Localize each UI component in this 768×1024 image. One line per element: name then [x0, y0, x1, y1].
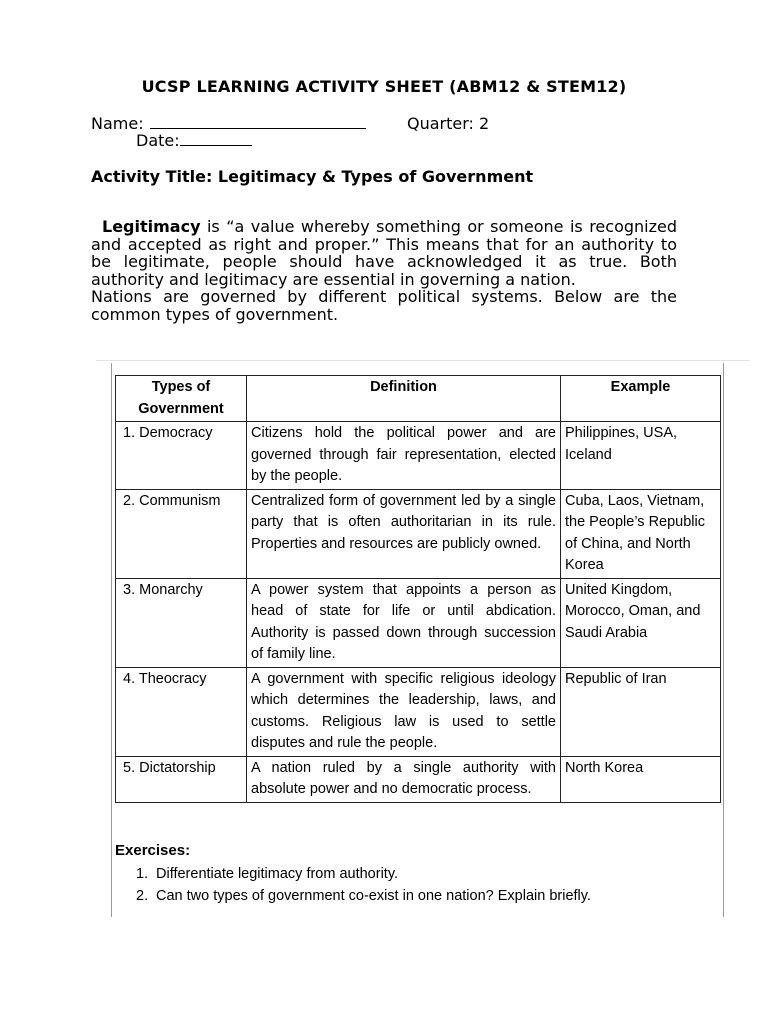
intro-paragraph-2: Nations are governed by different political systems. Below are the common types of government.: [91, 287, 677, 324]
date-blank-line: [180, 131, 252, 146]
embedded-image-left-edge: [111, 363, 112, 917]
government-example: United Kingdom, Morocco, Oman, and Saudi Arabia: [561, 578, 721, 667]
exercise-number: 1.: [136, 866, 149, 882]
government-definition: A nation ruled by a single authority with absolute power and no democratic process.: [247, 756, 561, 802]
government-example: Republic of Iran: [561, 667, 721, 756]
legitimacy-term: Legitimacy: [102, 217, 201, 236]
government-type: 4. Theocracy: [116, 667, 247, 756]
header-types: Types of Government: [116, 376, 247, 422]
government-definition: A power system that appoints a person as head of state for life or until abdication. Authority is passed down through succession of family line.: [247, 578, 561, 667]
intro-paragraph-1: [91, 218, 677, 288]
worksheet-title: UCSP LEARNING ACTIVITY SHEET (ABM12 & STEM12): [141, 77, 627, 96]
header-definition: Definition: [247, 376, 561, 422]
exercises-list: [136, 863, 591, 907]
intro-text: [91, 218, 677, 324]
activity-title: Activity Title: Legitimacy & Types of Government: [91, 167, 534, 186]
exercise-text: Can two types of government co-exist in one nation? Explain briefly.: [156, 888, 591, 904]
government-definition: Citizens hold the political power and are governed through fair representation, elected by the people.: [247, 422, 561, 490]
table-row: [116, 756, 721, 802]
name-label: Name:: [91, 114, 144, 133]
header-example: Example: [561, 376, 721, 422]
table-row: [116, 578, 721, 667]
exercise-text: Differentiate legitimacy from authority.: [156, 866, 399, 882]
government-type: 3. Monarchy: [116, 578, 247, 667]
government-definition: Centralized form of government led by a single party that is often authoritarian in its rule. Properties and resources are publicly owned.: [247, 489, 561, 578]
table-header-row: [116, 376, 721, 422]
government-definition: A government with specific religious ideology which determines the leadership, laws, and customs. Religious law is used to settle disputes and rule the people.: [247, 667, 561, 756]
date-label: Date:: [136, 131, 180, 150]
government-type: 5. Dictatorship: [116, 756, 247, 802]
date-field: [136, 131, 252, 150]
exercises-heading: Exercises:: [115, 842, 191, 859]
government-example: North Korea: [561, 756, 721, 802]
embedded-image-right-edge: [723, 363, 724, 917]
table-row: [116, 667, 721, 756]
name-blank-line: [150, 114, 366, 129]
legitimacy-definition: is “a value whereby something or someone is recognized and accepted as right and proper.” This means that for an authority to be legitimate, people should have acknowledged it as true. Both authority and legitimacy are essential in governing a nation.: [91, 217, 677, 289]
table-row: [116, 489, 721, 578]
government-example: Philippines, USA, Iceland: [561, 422, 721, 490]
government-type: 2. Communism: [116, 489, 247, 578]
government-example: Cuba, Laos, Vietnam, the People’s Republic of China, and North Korea: [561, 489, 721, 578]
government-types-table: [115, 375, 721, 803]
exercise-number: 2.: [136, 888, 149, 904]
quarter-label: Quarter: 2: [407, 114, 490, 133]
government-type: 1. Democracy: [116, 422, 247, 490]
table-row: [116, 422, 721, 490]
list-item: [136, 863, 591, 885]
list-item: [136, 885, 591, 907]
